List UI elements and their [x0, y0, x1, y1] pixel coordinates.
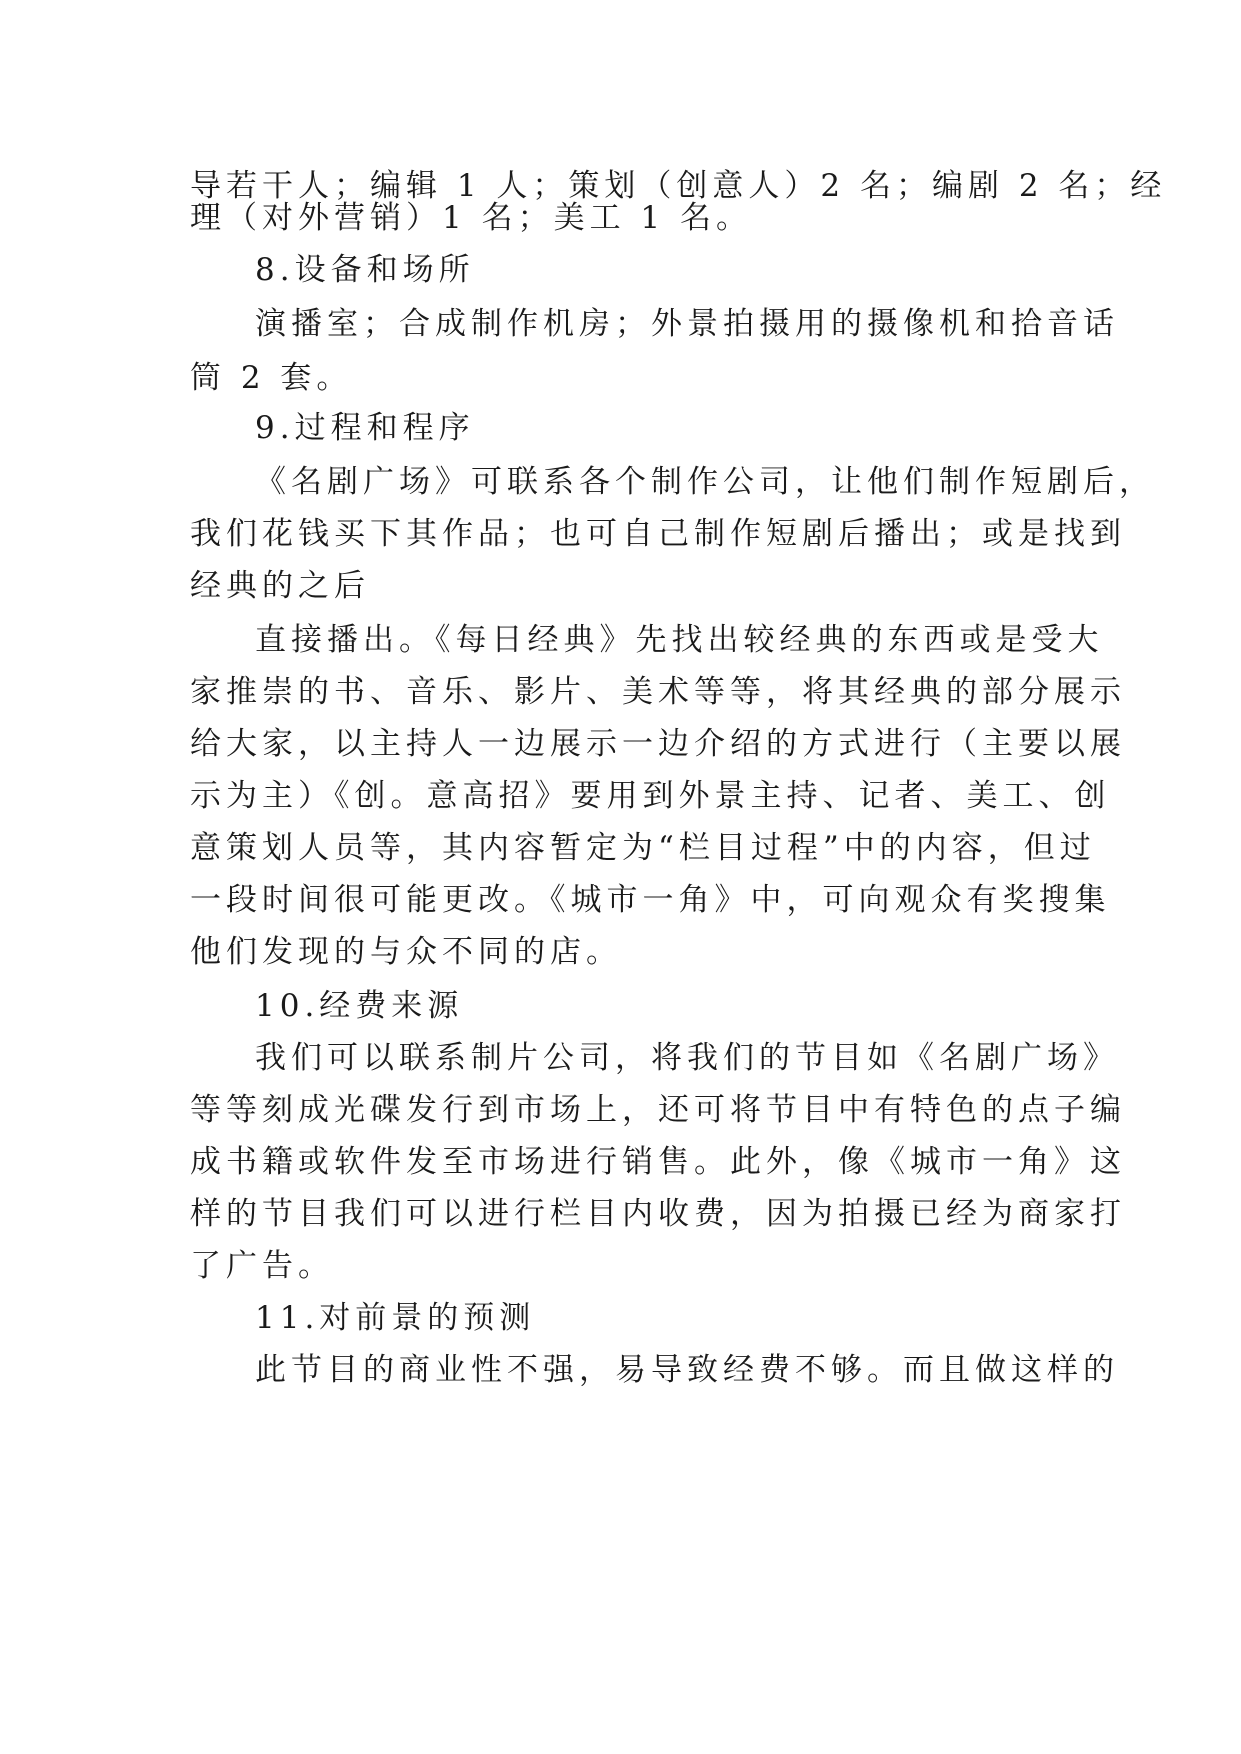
body-text-line: 了广告。 [190, 1248, 334, 1284]
body-text-line: 他们发现的与众不同的店。 [190, 934, 622, 970]
section-heading: 9.过程和程序 [255, 410, 475, 446]
body-text-line: 给大家，以主持人一边展示一边介绍的方式进行（主要以展 [190, 726, 1126, 762]
body-text-line: 理（对外营销）1 名；美工 1 名。 [190, 200, 753, 236]
body-text-line: 成书籍或软件发至市场进行销售。此外，像《城市一角》这 [190, 1144, 1126, 1180]
body-text-line: 我们可以联系制片公司，将我们的节目如《名剧广场》 [255, 1040, 1119, 1076]
body-text-line: 等等刻成光碟发行到市场上，还可将节目中有特色的点子编 [190, 1092, 1126, 1128]
body-text-line: 示为主）《创。意高招》要用到外景主持、记者、美工、创 [190, 778, 1111, 814]
body-text-line: 样的节目我们可以进行栏目内收费，因为拍摄已经为商家打 [190, 1196, 1126, 1232]
section-heading: 8.设备和场所 [255, 252, 475, 288]
body-text-line: 一段时间很可能更改。《城市一角》中，可向观众有奖搜集 [190, 882, 1111, 918]
body-text-line: 演播室；合成制作机房；外景拍摄用的摄像机和拾音话 [255, 306, 1119, 342]
body-text-line: 《名剧广场》可联系各个制作公司，让他们制作短剧后， [255, 464, 1155, 500]
body-text-line: 我们花钱买下其作品；也可自己制作短剧后播出；或是找到 [190, 516, 1126, 552]
body-text-line: 家推崇的书、音乐、影片、美术等等，将其经典的部分展示 [190, 674, 1126, 710]
body-text-line: 导若干人；编辑 1 人；策划（创意人）2 名；编剧 2 名；经 [190, 168, 1167, 204]
body-text-line: 意策划人员等，其内容暂定为“栏目过程”中的内容，但过 [190, 830, 1096, 866]
section-heading: 11.对前景的预测 [255, 1300, 536, 1336]
section-heading: 10.经费来源 [255, 988, 464, 1024]
body-text-line: 经典的之后 [190, 568, 370, 604]
body-text-line: 此节目的商业性不强，易导致经费不够。而且做这样的 [255, 1352, 1119, 1388]
body-text-line: 筒 2 套。 [190, 360, 353, 396]
body-text-line: 直接播出。《每日经典》先找出较经典的东西或是受大 [255, 622, 1104, 658]
